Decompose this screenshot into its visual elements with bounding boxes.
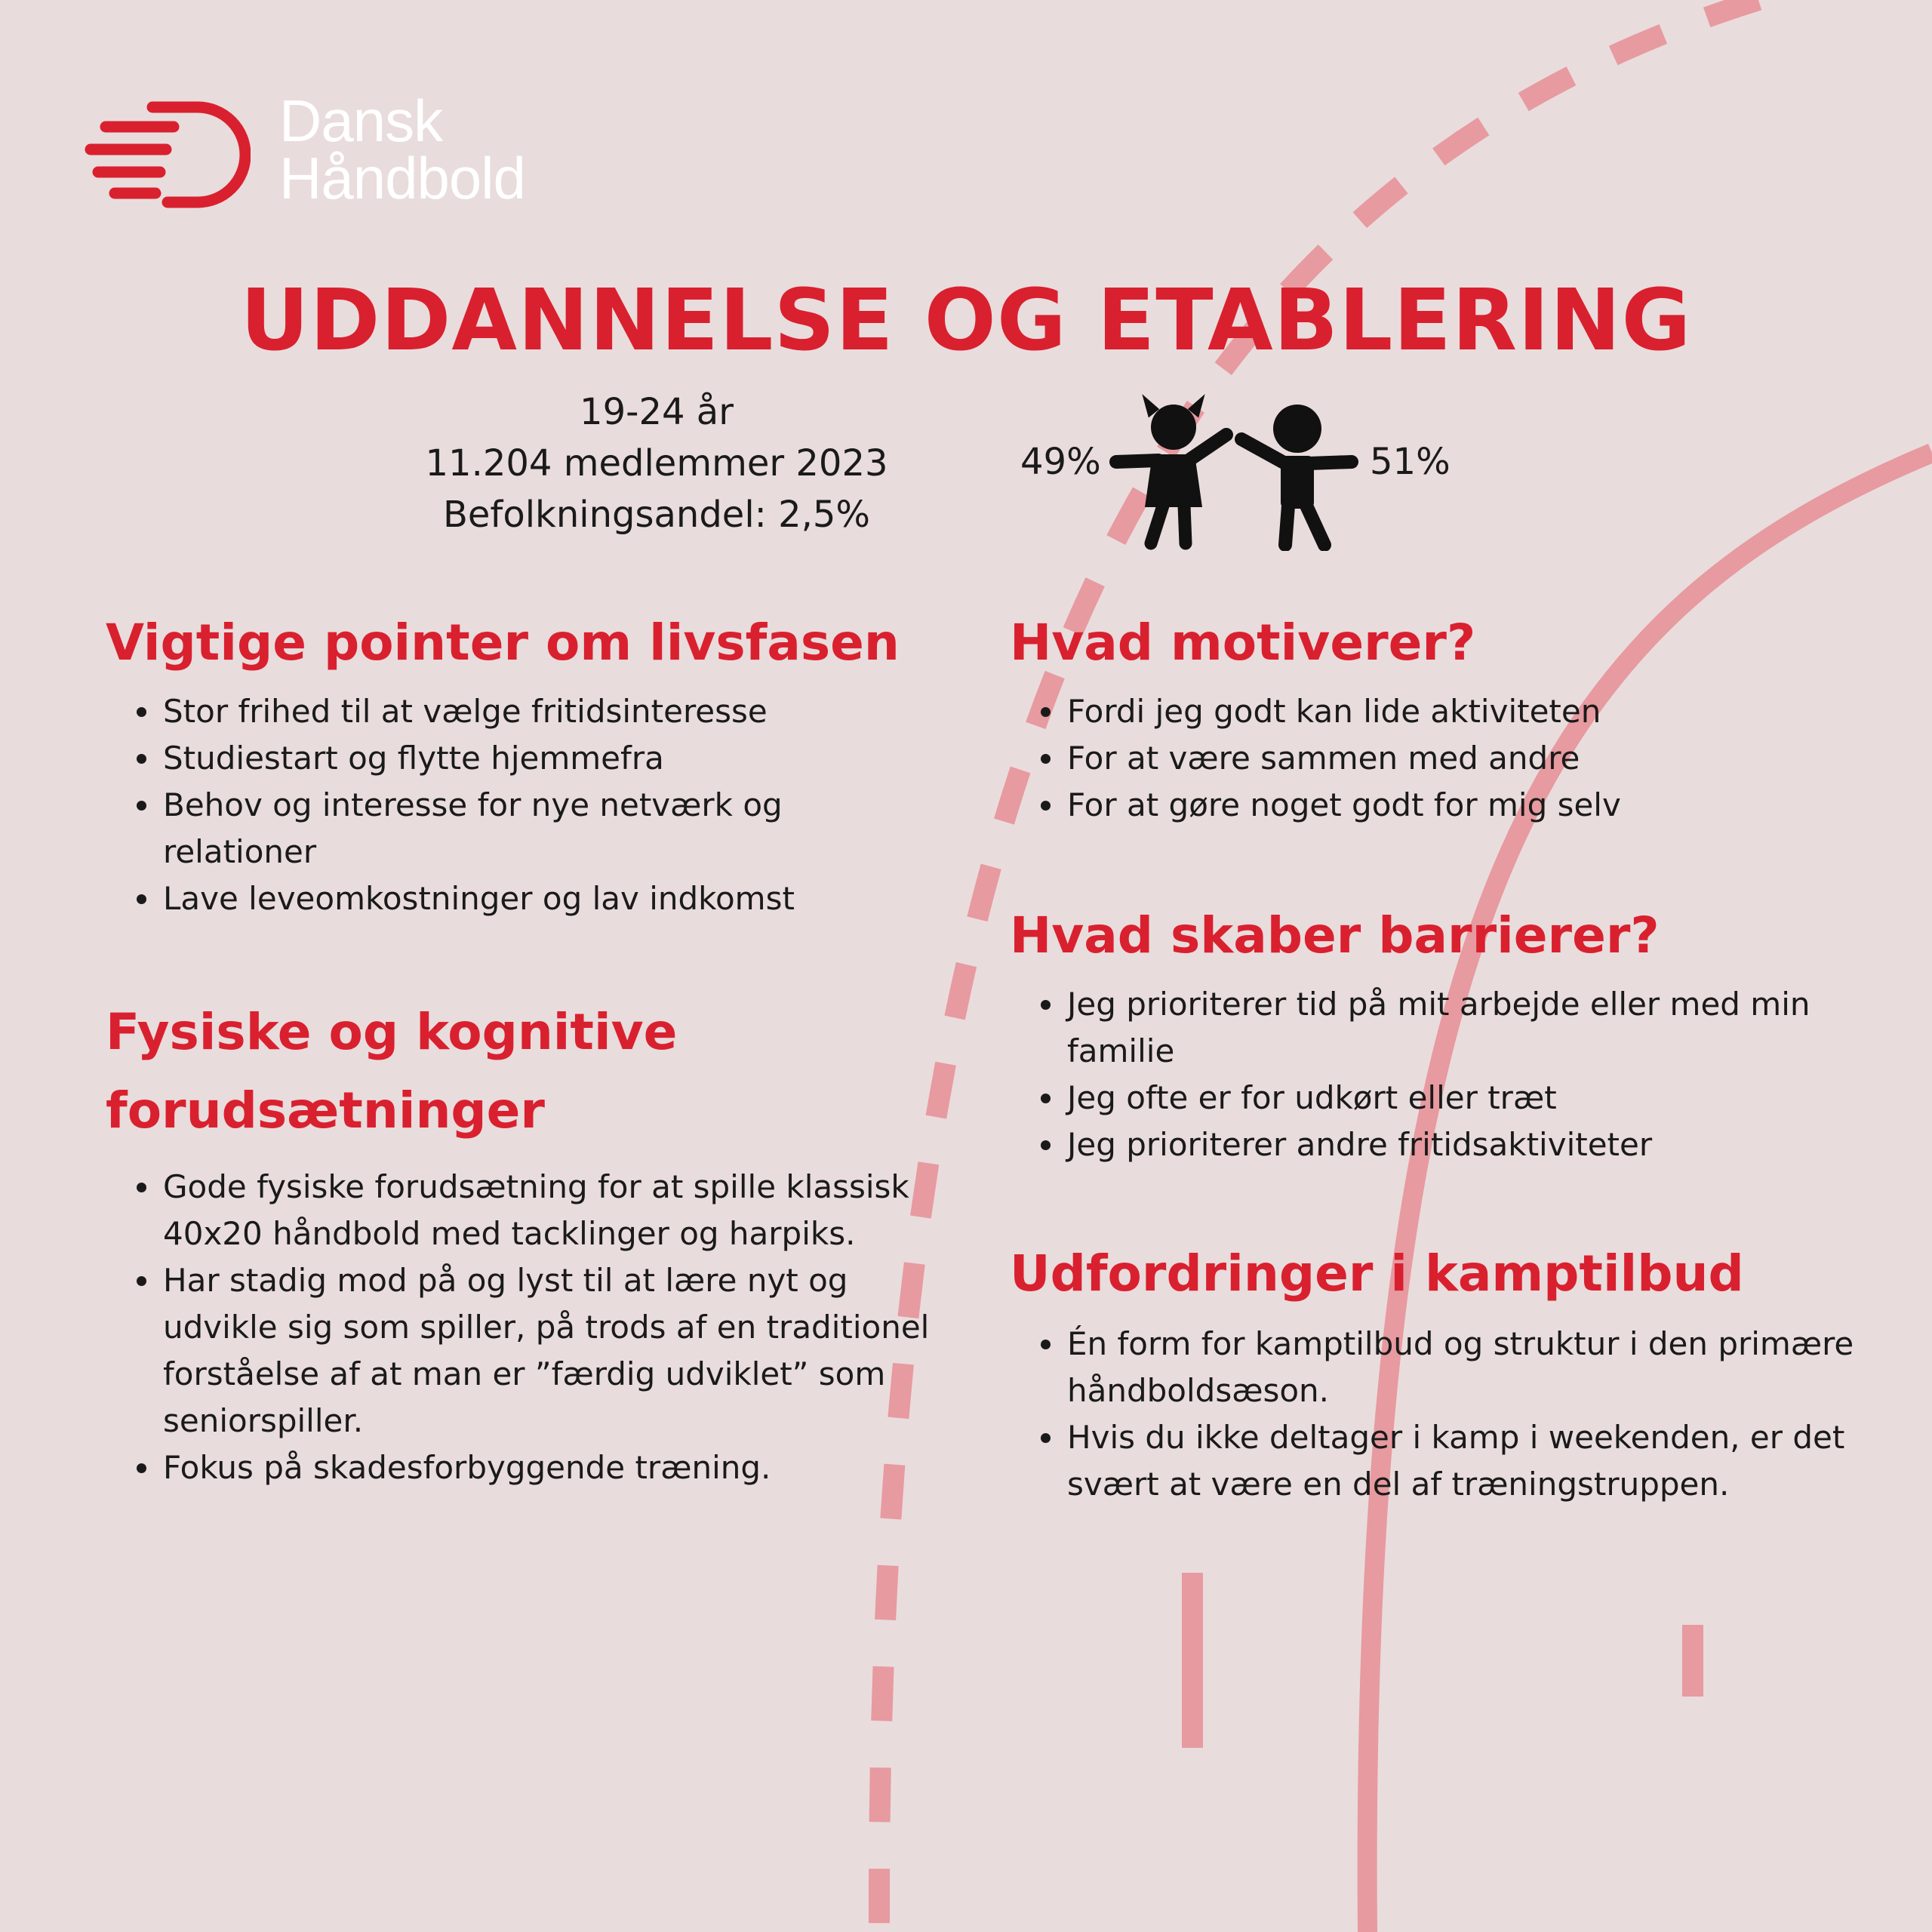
logo-line-2: Håndbold bbox=[279, 145, 525, 211]
list-item: • Gode fysiske forudsætning for at spille klassisk 40x20 håndbold med tacklinger og harpiks. bbox=[162, 1164, 946, 1257]
section-kamptilbud bbox=[1010, 1235, 1863, 1508]
section-heading-barrierer: Hvad skaber barrierer? bbox=[1010, 906, 1660, 964]
list-livsfasen bbox=[106, 688, 921, 922]
logo-line-1: Dansk bbox=[279, 88, 443, 154]
list-item: • Studiestart og flytte hjemmefra bbox=[162, 735, 921, 782]
section-motiverer bbox=[1010, 604, 1863, 829]
section-barrierer bbox=[1010, 897, 1863, 1168]
population-share: Befolkningsandel: 2,5% bbox=[442, 494, 871, 536]
list-item: • Jeg prioriterer tid på mit arbejde eller med min familie bbox=[1066, 981, 1863, 1075]
section-heading-livsfasen: Vigtige pointer om livsfasen bbox=[106, 614, 900, 672]
list-item: • Fordi jeg godt kan lide aktiviteten bbox=[1066, 688, 1863, 735]
list-item: • Fokus på skadesforbyggende træning. bbox=[162, 1444, 946, 1491]
girls-percentage: 49% bbox=[1020, 441, 1101, 483]
list-item: • Hvis du ikke deltager i kamp i weekenden, er det svært at være en del af træningstruppen. bbox=[1066, 1414, 1863, 1508]
section-heading-kamptilbud: Udfordringer i kamptilbud bbox=[1010, 1244, 1744, 1303]
list-motiverer bbox=[1010, 688, 1863, 829]
boys-percentage: 51% bbox=[1370, 441, 1451, 483]
section-forudsaetninger bbox=[106, 993, 930, 1491]
logo-wordmark bbox=[279, 88, 525, 211]
logo-mark-icon bbox=[85, 91, 251, 219]
list-item: • Én form for kamptilbud og struktur i den primære håndboldsæson. bbox=[1066, 1321, 1863, 1414]
dansk-handbold-logo bbox=[85, 88, 628, 219]
list-item: • Behov og interesse for nye netværk og relationer bbox=[162, 782, 921, 875]
list-item: • Stor frihed til at vælge fritidsinteresse bbox=[162, 688, 921, 735]
list-item: • Jeg ofte er for udkørt eller træt bbox=[1066, 1075, 1863, 1121]
section-heading-motiverer: Hvad motiverer? bbox=[1010, 614, 1476, 672]
list-forudsaetninger bbox=[106, 1164, 946, 1491]
member-count: 11.204 medlemmer 2023 bbox=[425, 442, 888, 485]
list-item: • Har stadig mod på og lyst til at lære nyt og udvikle sig som spiller, på trods af en traditionel forståelse af at man er ”færdig udviklet” som seniorspiller. bbox=[162, 1257, 946, 1444]
stats-block bbox=[392, 386, 921, 540]
page-title: UDDANNELSE OG ETABLERING bbox=[240, 272, 1692, 370]
list-item: • Lave leveomkostninger og lav indkomst bbox=[162, 875, 921, 922]
list-item: • For at være sammen med andre bbox=[1066, 735, 1863, 782]
list-item: • Jeg prioriterer andre fritidsaktiviteter bbox=[1066, 1121, 1863, 1168]
children-icon bbox=[1106, 392, 1362, 551]
section-livsfasen bbox=[106, 604, 921, 922]
age-range: 19-24 år bbox=[580, 391, 734, 433]
list-item: • For at gøre noget godt for mig selv bbox=[1066, 782, 1863, 829]
list-barrierer bbox=[1010, 981, 1863, 1168]
section-heading-forudsaetninger: Fysiske og kognitive forudsætninger bbox=[106, 1003, 678, 1140]
list-kamptilbud bbox=[1010, 1321, 1863, 1508]
